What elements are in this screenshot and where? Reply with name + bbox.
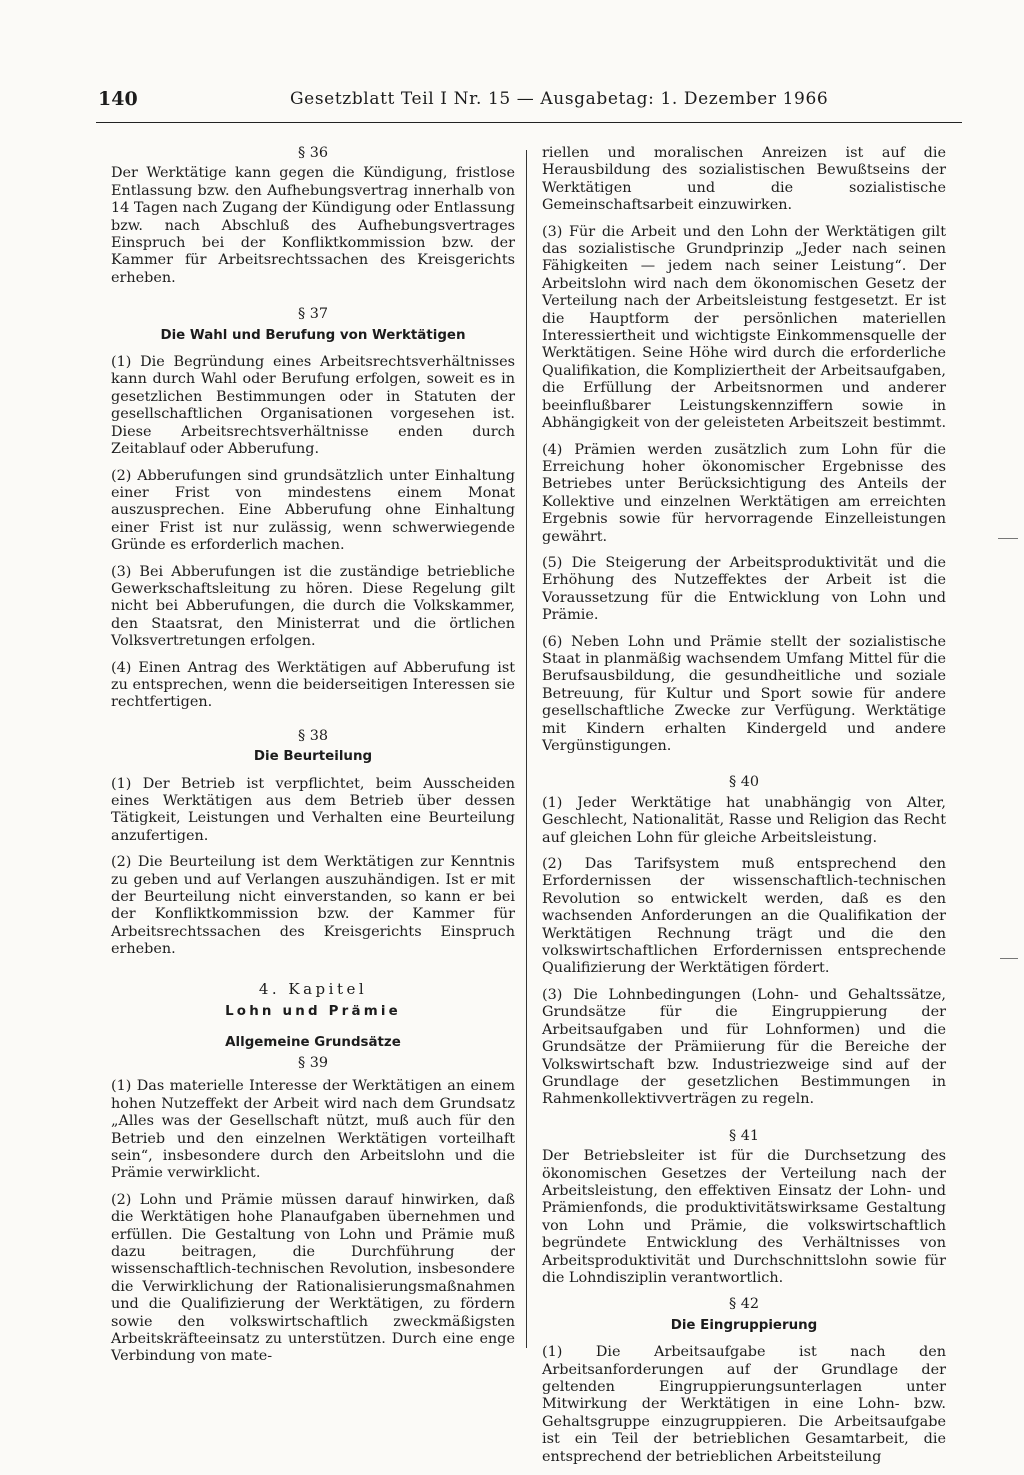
paragraph: (1) Das materielle Interesse der Werktätigen an einem hohen Nutzeffekt der Arbeit wird nach dem Grundsatz „Alles was der Gesellschaft nützt, muß auch für den Betrieb und den einzelnen Werktätigen vorteilhaft sein“, insbesondere durch den Arbeitslohn und die Prämie verwirklicht. [111,1078,515,1182]
section-title-37: Die Wahl und Berufung von Werktätigen [160,327,466,343]
chapter-title: Lohn und Prämie [225,1004,401,1020]
paragraph: Der Betriebsleiter ist für die Durchsetzung des ökonomischen Gesetzes der Verteilung nach der Arbeitsleistung, den effektiven Einsatz der Lohn- und Prämienfonds, die produktivitätswirksame Gestaltung von Lohn und Prämie, die volkswirtschaftlich begründete Entwicklung des Verhältnisses von Arbeitsproduktivität und Durchschnittslohn sowie für die Lohndisziplin verantwortlich. [542,1148,946,1286]
page-number: 140 [98,88,138,110]
chapter-number: 4. Kapitel [258,979,368,998]
column-divider [526,150,527,1348]
running-head: Gesetzblatt Teil I Nr. 15 — Ausgabetag: 1. Dezember 1966 [290,89,829,109]
margin-mark [998,538,1018,539]
paragraph: (1) Jeder Werktätige hat unabhängig von Alter, Geschlecht, Nationalität, Rasse und Religion das Recht auf gleichen Lohn für gleiche Arbeitsleistung. [542,794,946,846]
section-title-38: Die Beurteilung [253,749,373,765]
section-heading-41: § 41 [728,1127,760,1144]
right-column [542,145,946,1475]
paragraph: (3) Die Lohnbedingungen (Lohn- und Gehaltssätze, Grundsätze für die Eingruppierung der Arbeitsaufgaben und für Lohnformen) und die Grundsätze der Prämiierung für die Bereiche der Volkswirtschaft bzw. Industriezweige sind auf der Grundlage der gesetzlichen Bestimmungen in Rahmenkollektivverträgen zu regeln. [542,986,946,1108]
paragraph: riellen und moralischen Anreizen ist auf die Herausbildung des sozialistischen Bewußtseins der Werktätigen und die sozialistische Gemeinschaftsarbeit einzuwirken. [542,145,946,214]
section-heading-39: § 39 [297,1054,329,1071]
paragraph: (4) Prämien werden zusätzlich zum Lohn für die Erreichung hoher ökonomischer Ergebnisse des Betriebes unter Berücksichtigung des Anteils der Kollektive und einzelnen Werktätigen am erreichten Ergebnis sowie für hervorragende Einzelleistungen gewährt. [542,441,946,545]
paragraph: (5) Die Steigerung der Arbeitsproduktivität und die Erhöhung des Nutzeffektes der Arbeit ist die Voraussetzung für die Entwicklung von Lohn und Prämie. [542,554,946,624]
paragraph: (2) Lohn und Prämie müssen darauf hinwirken, daß die Werktätigen hohe Planaufgaben übernehmen und erfüllen. Die Gestaltung von Lohn und Prämie muß dazu beitragen, die Durchführung der wissenschaftlich-technischen Revolution, insbesondere die Verwirklichung der Rationalisierungsmaßnahmen und die Qualifizierung der Werktätigen, zu fördern sowie den volkswirtschaftlich zweckmäßigsten Arbeitskräfteeinsatz zu unterstützen. Durch eine enge Verbindung von mate- [111,1191,515,1365]
section-heading-42: § 42 [728,1296,760,1313]
paragraph: (2) Abberufungen sind grundsätzlich unter Einhaltung einer Frist von mindestens einem Monat auszusprechen. Eine Abberufung ohne Einhaltung einer Frist ist nur zulässig, wenn schwerwiegende Gründe es erforderlich machen. [111,467,515,554]
page-header [96,86,962,123]
paragraph: (1) Die Arbeitsaufgabe ist nach den Arbeitsanforderungen auf der Grundlage der geltenden Eingruppierungsunterlagen unter Mitwirkung der Werktätigen in eine Lohn- bzw. Gehaltsgruppe einzugruppieren. Die Arbeitsaufgabe ist ein Teil der betrieblichen Gesamtarbeit, die entsprechend der betrieblichen Arbeitsteilung [542,1344,946,1465]
section-heading-37: § 37 [297,306,329,323]
subchapter-title: Allgemeine Grundsätze [225,1035,401,1051]
paragraph: (1) Die Begründung eines Arbeitsrechtsverhältnisses kann durch Wahl oder Berufung erfolgen, soweit es in gesetzlichen Bestimmungen oder in Statuten der gesellschaftlichen Organisationen vorgesehen ist. Diese Arbeitsrechtsverhältnisse enden durch Zeitablauf oder Abberufung. [111,354,515,458]
paragraph: (2) Die Beurteilung ist dem Werktätigen zur Kenntnis zu geben und auf Verlangen auszuhändigen. Ist er mit der Beurteilung nicht einverstanden, so kann er bei der Konfliktkommission bzw. der Kammer für Arbeitsrechtssachen des Kreisgerichts Einspruch erheben. [111,854,515,958]
section-title-42: Die Eingruppierung [670,1317,818,1333]
paragraph: (6) Neben Lohn und Prämie stellt der sozialistische Staat in planmäßig wachsendem Umfang Mittel für die Berufsausbildung, die gesundheitliche und soziale Betreuung, für Kultur und Sport sowie für andere gesellschaftliche Zwecke zur Verfügung. Werktätige mit Kindern erhalten Kindergeld und andere Vergünstigungen. [542,633,946,754]
paragraph: (4) Einen Antrag des Werktätigen auf Abberufung ist zu entsprechen, wenn die beiderseitigen Interessen sie rechtfertigen. [111,659,515,711]
paragraph: (2) Das Tarifsystem muß entsprechend den Erfordernissen der wissenschaftlich-technischen Revolution so entwickelt werden, daß es den wachsenden Anforderungen an die Qualifikation der Werktätigen Rechnung trägt und die den volkswirtschaftlichen Erfordernissen entsprechende Qualifizierung der Werktätigen fördert. [542,856,946,977]
section-heading-38: § 38 [297,727,329,744]
section-heading-36: § 36 [297,145,329,161]
paragraph: Der Werktätige kann gegen die Kündigung, fristlose Entlassung bzw. den Aufhebungsvertrag innerhalb von 14 Tagen nach Zugang der Kündigung oder Entlassung bzw. nach Abschluß des Aufhebungsvertrages Einspruch bei der Konfliktkommission bzw. der Kammer für Arbeitsrechtssachen des Kreisgerichts erheben. [111,165,515,286]
section-heading-40: § 40 [728,774,760,791]
paragraph: (3) Für die Arbeit und den Lohn der Werktätigen gilt das sozialistische Grundprinzip „Jeder nach seinen Fähigkeiten — jedem nach seiner Leistung“. Der Arbeitslohn wird nach dem ökonomischen Gesetz der Verteilung nach der Arbeitsleistung festgesetzt. Er ist die Hauptform der persönlichen materiellen Interessiertheit und wichtigste Einkommensquelle der Werktätigen. Seine Höhe wird durch die erforderliche Qualifikation, die Kompliziertheit der Arbeitsaufgaben, die Erfüllung der Arbeitsnormen und anderer beeinflußbarer Leistungskennziffern sowie in Abhängigkeit von der geleisteten Arbeitszeit bestimmt. [542,223,947,432]
margin-mark [1000,958,1018,959]
paragraph: (3) Bei Abberufungen ist die zuständige betriebliche Gewerkschaftsleitung zu hören. Diese Regelung gilt nicht bei Abberufungen, die durch die Volkskammer, den Staatsrat, den Ministerrat und die örtlichen Volksvertretungen erfolgen. [111,563,515,650]
left-column [111,145,515,1375]
paragraph: (1) Der Betrieb ist verpflichtet, beim Ausscheiden eines Werktätigen aus dem Betrieb über dessen Tätigkeit, Leistungen und Verhalten eine Beurteilung anzufertigen. [111,775,515,844]
